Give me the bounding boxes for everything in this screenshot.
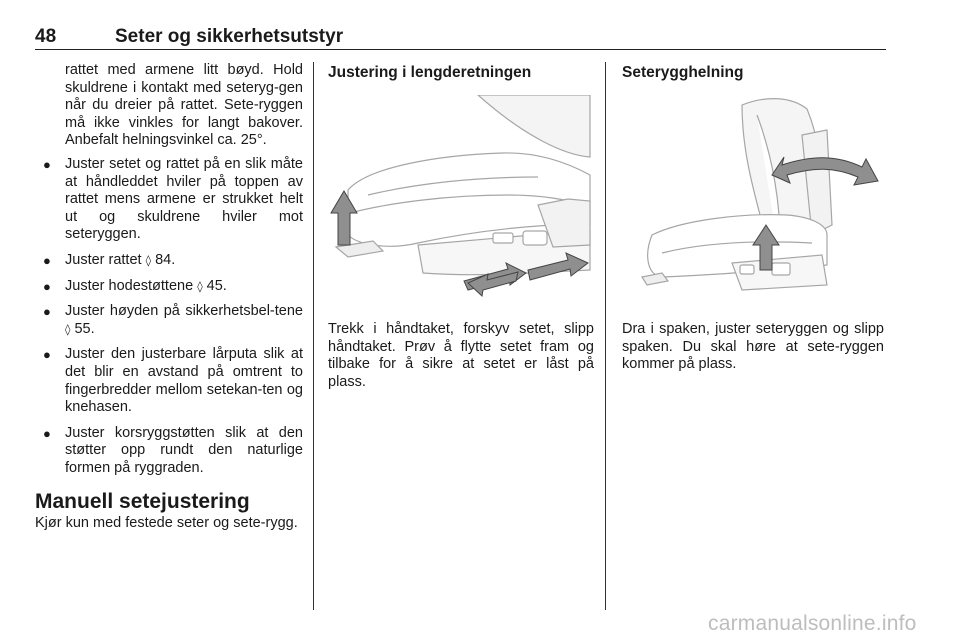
page-ref-icon: ◊ — [145, 253, 152, 267]
column-divider — [605, 62, 606, 610]
list-item: ● Juster hodestøttene ◊ 45. — [43, 277, 227, 294]
seat-longitudinal-illustration — [328, 95, 592, 300]
intro-paragraph: rattet med armene litt bøyd. Hold skuldrene i kontakt med seteryg-gen når du dreier på rattet. Sete-ryggen må ikke vinkles for langt bakover. Anbefalt helningsvinkel ca. 25°. — [65, 62, 303, 149]
bullet-list — [35, 156, 303, 478]
seat-longitudinal-image — [328, 95, 592, 300]
list-item: ● Juster høyden på sikkerhetsbel-tene ◊ 55. — [43, 303, 303, 337]
figure-caption: Dra i spaken, juster seteryggen og slipp spaken. Du skal høre at sete-ryggen kommer på plass. — [622, 321, 884, 373]
list-item: ● Juster korsryggstøtten slik at den støtter opp rundt den naturlige formen på ryggraden. — [43, 424, 303, 476]
bullet-icon: ● — [43, 347, 51, 363]
column-middle — [328, 62, 596, 84]
bullet-icon: ● — [43, 156, 51, 172]
page-header — [35, 28, 886, 50]
seat-recline-image — [622, 95, 886, 305]
bullet-icon: ● — [43, 425, 51, 441]
page-number: 48 — [35, 26, 57, 47]
section-heading: Manuell setejustering — [35, 490, 250, 514]
page-ref[interactable]: 45. — [206, 277, 227, 294]
subsection-heading: Seterygghelning — [622, 64, 744, 81]
list-item: ● Juster setet og rattet på en slik måte at håndleddet hviler på toppen av rattet mens armene er strukket helt ut og skuldrene hviler mot seteryggen. — [43, 155, 303, 243]
bullet-icon: ● — [43, 278, 51, 294]
page-ref-icon: ◊ — [197, 279, 203, 293]
column-divider — [313, 62, 314, 610]
page-title: Seter og sikkerhetsutstyr — [115, 26, 344, 47]
subsection-heading: Justering i lengderetningen — [328, 64, 532, 81]
list-item: ● Juster rattet ◊ 84. — [43, 251, 176, 268]
figure-caption: Trekk i håndtaket, forskyv setet, slipp håndtaket. Prøv å flytte setet fram og tilbake for å sikre at setet er låst på plass. — [328, 321, 594, 390]
seat-recline-illustration — [622, 95, 886, 305]
bullet-icon: ● — [43, 252, 51, 268]
watermark: carmanualsonline.info — [708, 612, 917, 635]
column-right — [622, 62, 890, 84]
bullet-icon: ● — [43, 304, 51, 320]
list-item: ● Juster den justerbare lårputa slik at det blir en avstand på omtrent to fingerbredder mellom setekan-ten og knehasen. — [43, 346, 303, 416]
section-paragraph: Kjør kun med festede seter og sete-rygg. — [35, 515, 298, 532]
page-ref[interactable]: 84. — [155, 251, 176, 268]
column-left — [35, 62, 303, 533]
page-ref-icon: ◊ — [65, 322, 71, 336]
page-ref[interactable]: 55. — [74, 320, 95, 337]
